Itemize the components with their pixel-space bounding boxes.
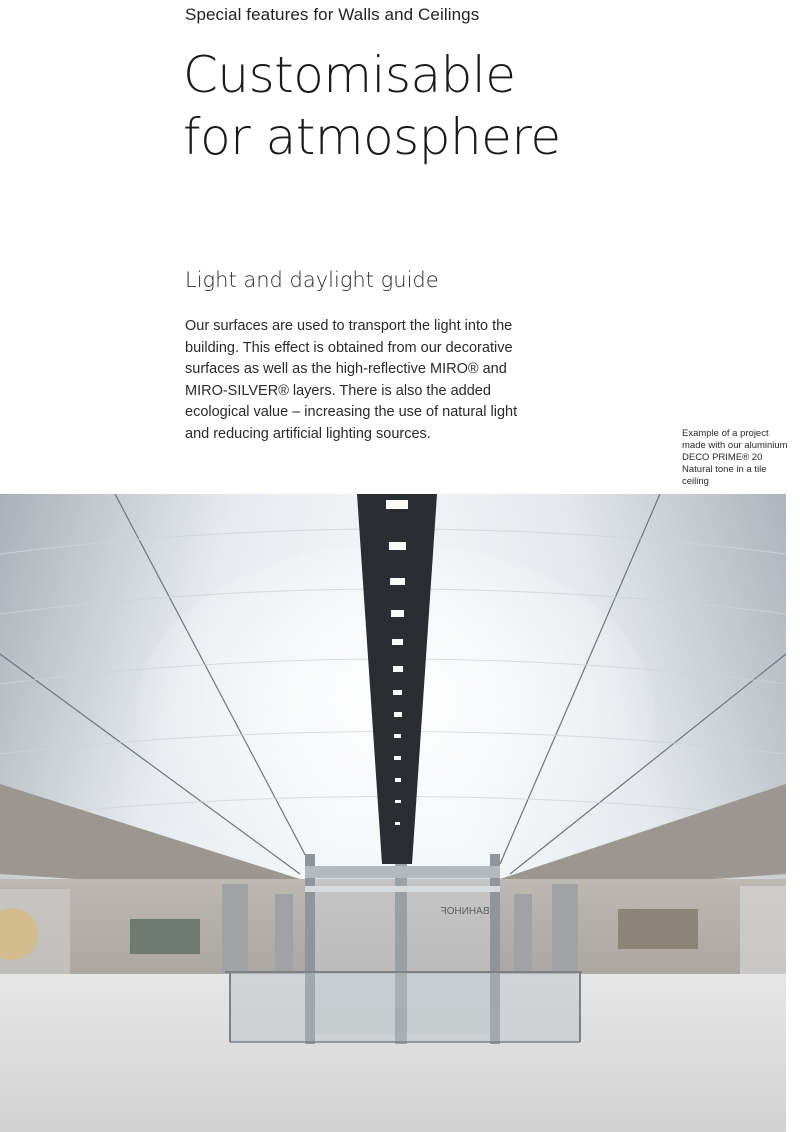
glass-railing — [225, 972, 582, 1042]
section-subheading: Light and daylight guide — [185, 268, 439, 292]
title-line-1: Customisable — [183, 46, 516, 104]
title-line-2: for atmosphere — [183, 108, 561, 166]
shop-window-right — [618, 909, 698, 949]
body-paragraph: Our surfaces are used to transport the light into the building. This effect is obtained from our decorative surfaces as well as the high-reflective MIRO® and MIRO-SILVER® layers. There is also the added ecological value – increasing the use of natural light and reducing artificial lighting sources. — [185, 318, 518, 442]
page-title — [183, 44, 561, 168]
project-photo — [0, 494, 786, 1132]
eyebrow-heading: Special features for Walls and Ceilings — [185, 5, 480, 24]
photo-caption: Example of a project made with our aluminium DECO PRIME® 20 Natural tone in a tile ceiling — [682, 428, 788, 487]
shop-window-left — [130, 919, 200, 954]
station-sign-text: BAHNHOF — [440, 906, 490, 917]
